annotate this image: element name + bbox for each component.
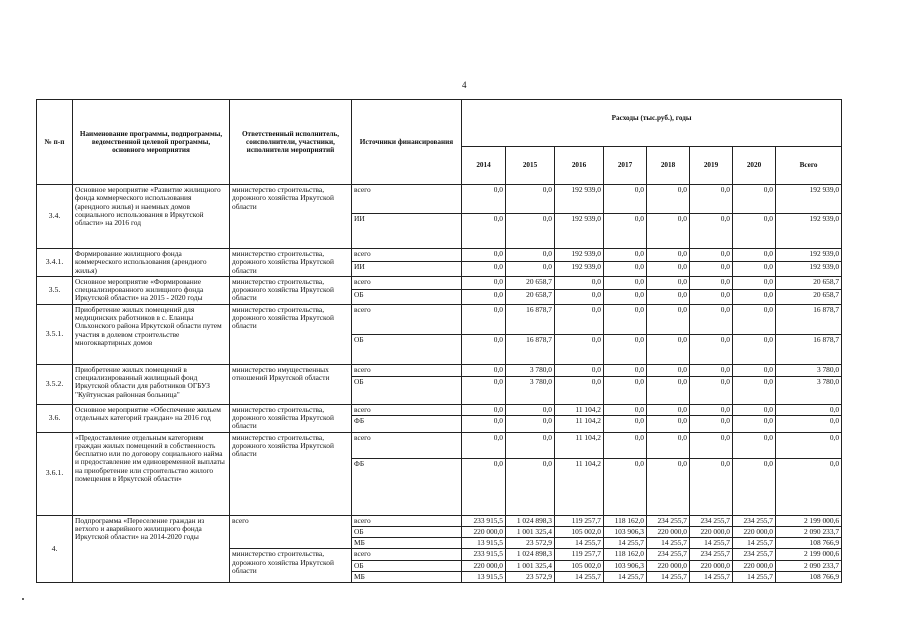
header-year: 2019 bbox=[690, 147, 733, 185]
row-value: 192 939,0 bbox=[555, 249, 604, 262]
row-name: Основное мероприятие «Развитие жилищного фонда коммерческого использования (арендного жилья) и наемных домов социального использования в Иркутской области» на 2016 год bbox=[73, 185, 230, 249]
row-executor: министерство строительства, дорожного хозяйства Иркутской области bbox=[230, 404, 352, 432]
row-value: 0,0 bbox=[733, 290, 776, 304]
row-name: «Предоставление отдельным категориям граждан жилых помещений в собственность бесплатно или по договору социального найма и предоставление им единовременной выплаты на приобретение или строительство жилого помещения в Иркутской области» bbox=[73, 432, 230, 515]
row-code: 3.6.1. bbox=[37, 432, 73, 515]
row-executor: министерство строительства, дорожного хозяйства Иркутской области bbox=[230, 432, 352, 515]
scan-speck bbox=[22, 598, 24, 600]
header-num: № п-п bbox=[37, 100, 73, 185]
row-name: Приобретение жилых помещений для медицинских работников в с. Еланцы Ольхонского района Иркутской области путем участия в долевом строительстве многоквартирных домов bbox=[73, 304, 230, 364]
row-value: 220 000,0 bbox=[647, 526, 690, 537]
row-value: 0,0 bbox=[462, 376, 506, 404]
row-value: 118 162,0 bbox=[604, 515, 647, 526]
row-value: 0,0 bbox=[690, 185, 733, 214]
row-value: 0,0 bbox=[647, 458, 690, 515]
row-value: 11 104,2 bbox=[555, 404, 604, 416]
row-value: 234 255,7 bbox=[690, 549, 733, 560]
row-value: 0,0 bbox=[733, 276, 776, 289]
row-value: 20 658,7 bbox=[776, 290, 842, 304]
row-value: 0,0 bbox=[690, 364, 733, 376]
row-value: 0,0 bbox=[506, 185, 555, 214]
row-code: 4. bbox=[37, 515, 73, 583]
row-source: всего bbox=[352, 549, 462, 560]
row-value: 192 939,0 bbox=[776, 185, 842, 214]
row-source: ОБ bbox=[352, 376, 462, 404]
row-code: 3.5. bbox=[37, 276, 73, 304]
row-source: всего bbox=[352, 364, 462, 376]
row-name: Приобретение жилых помещений в специализированный жилищный фонд Иркутской области для работников ОГБУЗ "Куйтунская районная больница" bbox=[73, 364, 230, 404]
row-value: 0,0 bbox=[690, 404, 733, 416]
row-value: 0,0 bbox=[690, 334, 733, 364]
row-value: 0,0 bbox=[647, 304, 690, 334]
row-value: 220 000,0 bbox=[690, 526, 733, 537]
row-executor: всего bbox=[230, 515, 352, 549]
row-value: 0,0 bbox=[647, 416, 690, 432]
row-value: 0,0 bbox=[462, 249, 506, 262]
row-name: Основное мероприятие «Формирование специализированного жилищного фонда Иркутской области» на 2015 - 2020 годы bbox=[73, 276, 230, 304]
row-value: 0,0 bbox=[733, 404, 776, 416]
row-executor: министерство строительства, дорожного хозяйства Иркутской области bbox=[230, 304, 352, 364]
row-value: 0,0 bbox=[604, 214, 647, 249]
row-value: 105 002,0 bbox=[555, 560, 604, 571]
row-source: МБ bbox=[352, 571, 462, 582]
row-value: 0,0 bbox=[690, 416, 733, 432]
row-value: 0,0 bbox=[776, 432, 842, 458]
row-value: 0,0 bbox=[776, 416, 842, 432]
row-value: 16 878,7 bbox=[506, 304, 555, 334]
row-value: 0,0 bbox=[647, 432, 690, 458]
row-value: 0,0 bbox=[647, 249, 690, 262]
row-value: 0,0 bbox=[733, 364, 776, 376]
row-value: 0,0 bbox=[555, 334, 604, 364]
row-source: ОБ bbox=[352, 334, 462, 364]
row-value: 0,0 bbox=[462, 404, 506, 416]
row-value: 0,0 bbox=[733, 214, 776, 249]
row-value: 0,0 bbox=[604, 249, 647, 262]
row-value: 16 878,7 bbox=[776, 304, 842, 334]
row-value: 0,0 bbox=[647, 290, 690, 304]
row-value: 0,0 bbox=[604, 364, 647, 376]
row-value: 14 255,7 bbox=[555, 538, 604, 549]
row-value: 14 255,7 bbox=[647, 571, 690, 582]
row-value: 0,0 bbox=[462, 276, 506, 289]
row-value: 192 939,0 bbox=[776, 261, 842, 276]
row-value: 1 024 898,3 bbox=[506, 549, 555, 560]
row-value: 0,0 bbox=[604, 290, 647, 304]
row-value: 234 255,7 bbox=[647, 549, 690, 560]
row-source: ИИ bbox=[352, 261, 462, 276]
row-name: Основное мероприятие «Обеспечение жильем отдельных категорий граждан» на 2016 год bbox=[73, 404, 230, 432]
row-value: 0,0 bbox=[462, 432, 506, 458]
row-value: 14 255,7 bbox=[604, 538, 647, 549]
row-value: 0,0 bbox=[647, 404, 690, 416]
row-value: 0,0 bbox=[647, 376, 690, 404]
row-value: 2 090 233,7 bbox=[776, 526, 842, 537]
row-value: 0,0 bbox=[647, 261, 690, 276]
row-value: 0,0 bbox=[462, 290, 506, 304]
row-value: 0,0 bbox=[506, 249, 555, 262]
row-code: 3.4. bbox=[37, 185, 73, 249]
row-source: ОБ bbox=[352, 560, 462, 571]
row-value: 0,0 bbox=[604, 458, 647, 515]
row-value: 0,0 bbox=[647, 276, 690, 289]
header-year: 2014 bbox=[462, 147, 506, 185]
header-year: 2020 bbox=[733, 147, 776, 185]
row-value: 14 255,7 bbox=[733, 571, 776, 582]
row-value: 14 255,7 bbox=[647, 538, 690, 549]
row-value: 0,0 bbox=[604, 185, 647, 214]
row-name: Подпрограмма «Переселение граждан из ветхого и аварийного жилищного фонда Иркутской области» на 2014-2020 годы bbox=[73, 515, 230, 583]
row-value: 0,0 bbox=[604, 334, 647, 364]
row-value: 220 000,0 bbox=[690, 560, 733, 571]
row-value: 0,0 bbox=[647, 214, 690, 249]
row-value: 0,0 bbox=[555, 290, 604, 304]
row-source: всего bbox=[352, 304, 462, 334]
row-value: 0,0 bbox=[506, 416, 555, 432]
row-value: 0,0 bbox=[604, 304, 647, 334]
row-value: 0,0 bbox=[604, 276, 647, 289]
budget-table bbox=[36, 99, 842, 583]
row-value: 119 257,7 bbox=[555, 549, 604, 560]
table-row bbox=[37, 185, 842, 214]
row-value: 0,0 bbox=[462, 334, 506, 364]
row-value: 103 906,3 bbox=[604, 526, 647, 537]
row-value: 0,0 bbox=[776, 404, 842, 416]
row-code: 3.5.2. bbox=[37, 364, 73, 404]
row-value: 192 939,0 bbox=[555, 185, 604, 214]
header-year: 2017 bbox=[604, 147, 647, 185]
row-value: 220 000,0 bbox=[647, 560, 690, 571]
header-executor: Ответственный исполнитель, соисполнители, участники, исполнители мероприятий bbox=[230, 100, 352, 185]
row-value: 0,0 bbox=[604, 261, 647, 276]
row-value: 0,0 bbox=[506, 404, 555, 416]
row-value: 0,0 bbox=[690, 458, 733, 515]
row-value: 0,0 bbox=[462, 185, 506, 214]
row-value: 105 002,0 bbox=[555, 526, 604, 537]
row-value: 0,0 bbox=[462, 214, 506, 249]
row-value: 3 780,0 bbox=[506, 364, 555, 376]
row-value: 0,0 bbox=[506, 214, 555, 249]
table-row bbox=[37, 276, 842, 289]
row-value: 3 780,0 bbox=[776, 364, 842, 376]
row-value: 13 915,5 bbox=[462, 571, 506, 582]
row-executor: министерство имущественных отношений Иркутской области bbox=[230, 364, 352, 404]
row-value: 0,0 bbox=[690, 214, 733, 249]
row-value: 0,0 bbox=[462, 261, 506, 276]
row-value: 14 255,7 bbox=[555, 571, 604, 582]
row-value: 14 255,7 bbox=[690, 571, 733, 582]
row-value: 1 001 325,4 bbox=[506, 526, 555, 537]
row-value: 11 104,2 bbox=[555, 458, 604, 515]
row-value: 2 199 000,6 bbox=[776, 515, 842, 526]
row-value: 118 162,0 bbox=[604, 549, 647, 560]
row-value: 14 255,7 bbox=[690, 538, 733, 549]
row-code: 3.6. bbox=[37, 404, 73, 432]
table-row bbox=[37, 249, 842, 262]
row-value: 192 939,0 bbox=[555, 214, 604, 249]
row-source: всего bbox=[352, 515, 462, 526]
header-name: Наименование программы, подпрограммы, ведомственной целевой программы, основного мероприятия bbox=[73, 100, 230, 185]
header-total: Всего bbox=[776, 147, 842, 185]
row-value: 234 255,7 bbox=[647, 515, 690, 526]
row-value: 220 000,0 bbox=[733, 526, 776, 537]
row-value: 192 939,0 bbox=[776, 249, 842, 262]
row-value: 0,0 bbox=[506, 432, 555, 458]
row-value: 0,0 bbox=[555, 364, 604, 376]
row-value: 0,0 bbox=[462, 304, 506, 334]
row-source: ИИ bbox=[352, 214, 462, 249]
row-value: 16 878,7 bbox=[776, 334, 842, 364]
row-value: 0,0 bbox=[733, 304, 776, 334]
header-source: Источники финансирования bbox=[352, 100, 462, 185]
row-value: 2 090 233,7 bbox=[776, 560, 842, 571]
header-year: 2016 bbox=[555, 147, 604, 185]
row-value: 0,0 bbox=[604, 416, 647, 432]
table-row bbox=[37, 432, 842, 458]
row-source: ОБ bbox=[352, 290, 462, 304]
row-code: 3.4.1. bbox=[37, 249, 73, 277]
row-value: 0,0 bbox=[647, 185, 690, 214]
row-value: 0,0 bbox=[776, 458, 842, 515]
row-value: 2 199 000,6 bbox=[776, 549, 842, 560]
header-year: 2015 bbox=[506, 147, 555, 185]
row-value: 16 878,7 bbox=[506, 334, 555, 364]
row-value: 20 658,7 bbox=[506, 276, 555, 289]
row-value: 0,0 bbox=[647, 334, 690, 364]
row-source: всего bbox=[352, 276, 462, 289]
row-source: МБ bbox=[352, 538, 462, 549]
row-value: 14 255,7 bbox=[604, 571, 647, 582]
row-value: 233 915,5 bbox=[462, 515, 506, 526]
row-value: 0,0 bbox=[555, 276, 604, 289]
row-value: 0,0 bbox=[733, 185, 776, 214]
row-value: 233 915,5 bbox=[462, 549, 506, 560]
row-value: 0,0 bbox=[604, 376, 647, 404]
row-source: всего bbox=[352, 432, 462, 458]
header-year: 2018 bbox=[647, 147, 690, 185]
row-value: 23 572,9 bbox=[506, 571, 555, 582]
row-value: 220 000,0 bbox=[462, 560, 506, 571]
table-row bbox=[37, 364, 842, 376]
row-source: ФБ bbox=[352, 416, 462, 432]
row-value: 3 780,0 bbox=[506, 376, 555, 404]
row-value: 0,0 bbox=[733, 458, 776, 515]
row-value: 192 939,0 bbox=[776, 214, 842, 249]
row-value: 0,0 bbox=[733, 261, 776, 276]
row-source: всего bbox=[352, 249, 462, 262]
row-value: 0,0 bbox=[733, 249, 776, 262]
row-value: 0,0 bbox=[733, 334, 776, 364]
page-number: 4 bbox=[462, 80, 467, 90]
row-source: ОБ bbox=[352, 526, 462, 537]
row-value: 192 939,0 bbox=[555, 261, 604, 276]
header-expenses: Расходы (тыс.руб.), годы bbox=[462, 100, 842, 147]
row-value: 14 255,7 bbox=[733, 538, 776, 549]
row-value: 11 104,2 bbox=[555, 432, 604, 458]
table-row bbox=[37, 404, 842, 416]
row-value: 0,0 bbox=[506, 458, 555, 515]
row-name: Формирование жилищного фонда коммерческого использования (арендного жилья) bbox=[73, 249, 230, 277]
row-executor: министерство строительства, дорожного хозяйства Иркутской области bbox=[230, 249, 352, 277]
row-value: 0,0 bbox=[690, 261, 733, 276]
row-value: 0,0 bbox=[604, 432, 647, 458]
row-value: 108 766,9 bbox=[776, 571, 842, 582]
row-source: всего bbox=[352, 404, 462, 416]
row-value: 3 780,0 bbox=[776, 376, 842, 404]
row-value: 119 257,7 bbox=[555, 515, 604, 526]
row-value: 0,0 bbox=[733, 376, 776, 404]
row-executor: министерство строительства, дорожного хозяйства Иркутской области bbox=[230, 549, 352, 583]
row-value: 0,0 bbox=[690, 432, 733, 458]
row-value: 234 255,7 bbox=[733, 515, 776, 526]
table-row bbox=[37, 515, 842, 526]
row-value: 220 000,0 bbox=[733, 560, 776, 571]
row-value: 0,0 bbox=[462, 458, 506, 515]
row-value: 0,0 bbox=[690, 304, 733, 334]
row-value: 0,0 bbox=[690, 276, 733, 289]
row-value: 108 766,9 bbox=[776, 538, 842, 549]
row-value: 0,0 bbox=[733, 432, 776, 458]
row-executor: министерство строительства, дорожного хозяйства Иркутской области bbox=[230, 185, 352, 249]
row-source: ФБ bbox=[352, 458, 462, 515]
row-value: 0,0 bbox=[462, 416, 506, 432]
row-code: 3.5.1. bbox=[37, 304, 73, 364]
table-row bbox=[37, 304, 842, 334]
row-value: 0,0 bbox=[733, 416, 776, 432]
row-value: 0,0 bbox=[690, 249, 733, 262]
row-value: 0,0 bbox=[604, 404, 647, 416]
row-value: 1 001 325,4 bbox=[506, 560, 555, 571]
row-value: 1 024 898,3 bbox=[506, 515, 555, 526]
row-value: 0,0 bbox=[462, 364, 506, 376]
row-value: 11 104,2 bbox=[555, 416, 604, 432]
row-value: 0,0 bbox=[555, 376, 604, 404]
row-value: 0,0 bbox=[690, 290, 733, 304]
row-source: всего bbox=[352, 185, 462, 214]
row-value: 0,0 bbox=[647, 364, 690, 376]
row-value: 234 255,7 bbox=[690, 515, 733, 526]
row-value: 0,0 bbox=[690, 376, 733, 404]
row-value: 20 658,7 bbox=[506, 290, 555, 304]
table-body bbox=[37, 185, 842, 583]
row-value: 13 915,5 bbox=[462, 538, 506, 549]
row-value: 23 572,9 bbox=[506, 538, 555, 549]
row-value: 234 255,7 bbox=[733, 549, 776, 560]
row-value: 103 906,3 bbox=[604, 560, 647, 571]
row-value: 0,0 bbox=[555, 304, 604, 334]
row-executor: министерство строительства, дорожного хозяйства Иркутской области bbox=[230, 276, 352, 304]
row-value: 220 000,0 bbox=[462, 526, 506, 537]
row-value: 0,0 bbox=[506, 261, 555, 276]
row-value: 20 658,7 bbox=[776, 276, 842, 289]
